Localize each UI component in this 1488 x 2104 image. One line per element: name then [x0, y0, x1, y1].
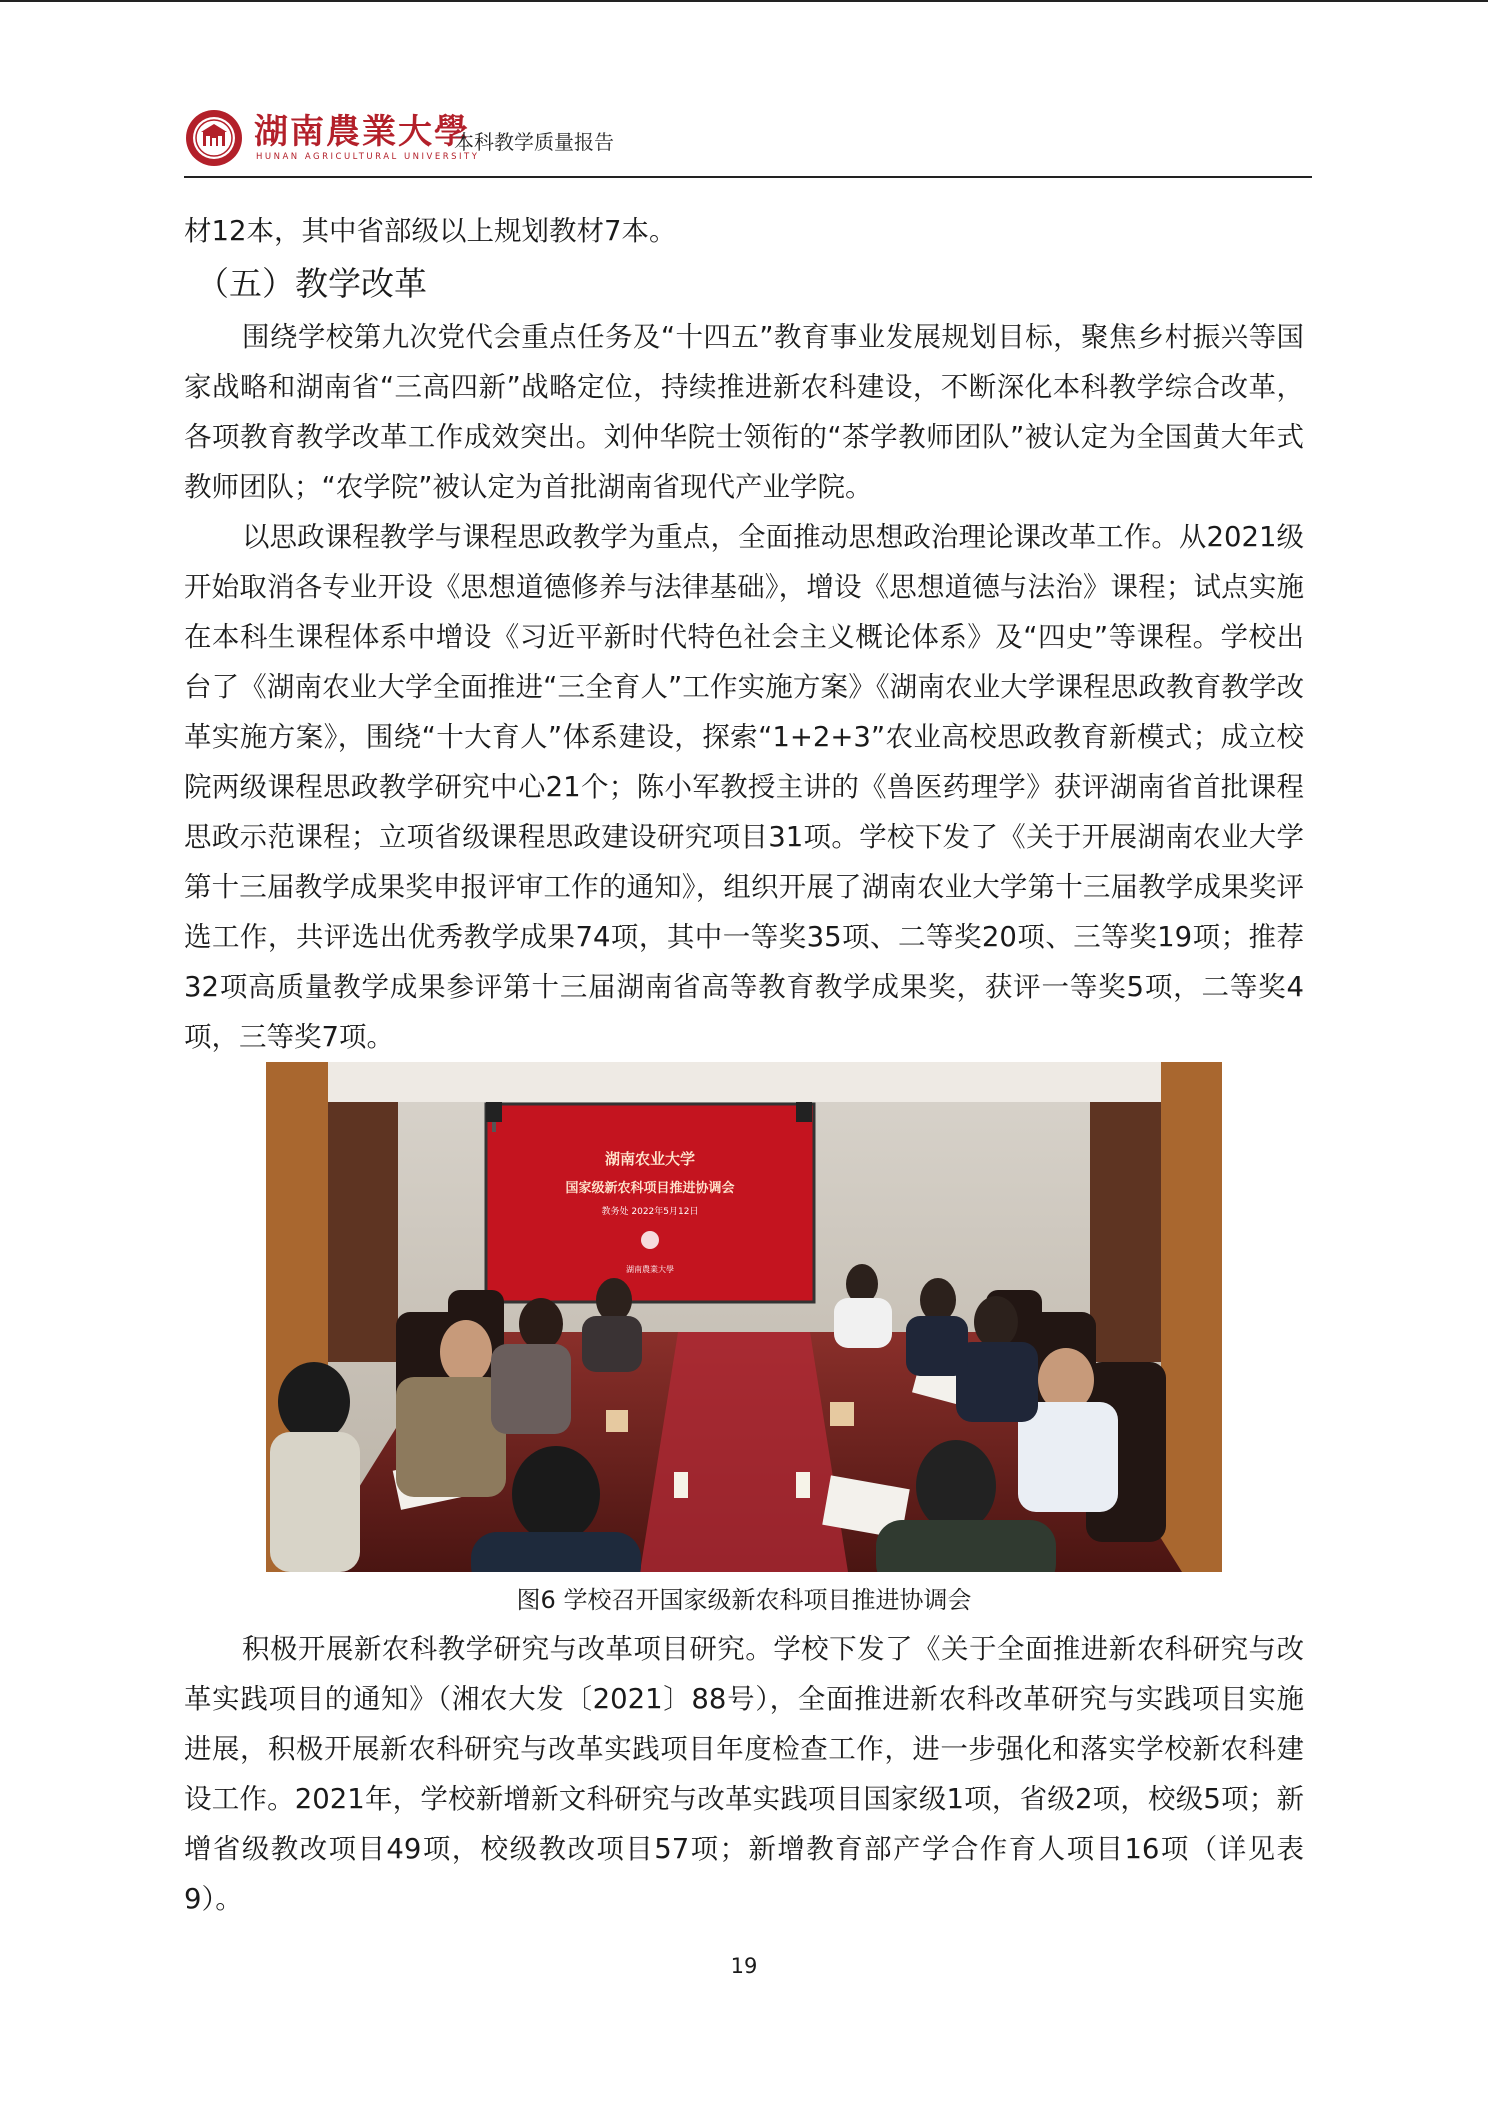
page-content — [184, 206, 1304, 1924]
report-title: 本科教学质量报告 — [454, 130, 614, 154]
screen-date-line: 教务处 2022年5月12日 — [601, 1207, 699, 1217]
paragraph-1: 围绕学校第九次党代会重点任务及“十四五”教育事业发展规划目标，聚焦乡村振兴等国家战略和湖南省“三高四新”战略定位，持续推进新农科建设，不断深化本科教学综合改革，各项教育教学改革工作成效突出。刘仲华院士领衔的“茶学教师团队”被认定为全国黄大年式教师团队；“农学院”被认定为首批湖南省现代产业学院。 — [184, 321, 1304, 503]
screen-subtitle-line: 国家级新农科项目推进协调会 — [565, 1181, 735, 1196]
school-name-english: HUNAN AGRICULTURAL UNIVERSITY — [256, 152, 480, 162]
page-header — [184, 104, 1312, 178]
screen-emblem-icon — [641, 1231, 659, 1249]
figure-caption: 图6 学校召开国家级新农科项目推进协调会 — [516, 1586, 972, 1614]
screen-footer-line: 湖南農業大學 — [626, 1265, 674, 1274]
school-name-logo: 湖南農業大學 — [254, 112, 470, 152]
page-top-border — [0, 0, 1488, 2]
paragraph-3: 积极开展新农科教学研究与改革项目研究。学校下发了《关于全面推进新农科研究与改革实践项目的通知》（湘农大发〔2021〕88号），全面推进新农科改革研究与实践项目实施进展，积极开展新农科研究与改革实践项目年度检查工作，进一步强化和落实学校新农科建设工作。2021年，学校新增新文科研究与改革实践项目国家级1项，省级2项，校级5项；新增省级教改项目49项，校级教改项目57项；新增教育部产学合作育人项目16项（详见表9）。 — [184, 1633, 1304, 1915]
section-heading: （五）教学改革 — [196, 264, 427, 303]
paragraph-2: 以思政课程教学与课程思政教学为重点，全面推动思想政治理论课改革工作。从2021级开始取消各专业开设《思想道德修养与法律基础》，增设《思想道德与法治》课程；试点实施在本科生课程体系中增设《习近平新时代特色社会主义概论体系》及“四史”等课程。学校出台了《湖南农业大学全面推进“三全育人”工作实施方案》《湖南农业大学课程思政教育教学改革实施方案》，围绕“十大育人”体系建设，探索“1+2+3”农业高校思政教育新模式；成立校院两级课程思政教学研究中心21个；陈小军教授主讲的《兽医药理学》获评湖南省首批课程思政示范课程；立项省级课程思政建设研究项目31项。学校下发了《关于开展湖南农业大学第十三届教学成果奖申报评审工作的通知》，组织开展了湖南农业大学第十三届教学成果奖评选工作，共评选出优秀教学成果74项，其中一等奖35项、二等奖20项、三等奖19项；推荐32项高质量教学成果参评第十三届湖南省高等教育教学成果奖，获评一等奖5项，二等奖4项，三等奖7项。 — [184, 521, 1304, 1053]
meeting-photo — [266, 1062, 1222, 1572]
page-number: 19 — [730, 1954, 758, 1978]
university-seal-icon — [184, 108, 244, 168]
screen-title-line: 湖南农业大学 — [604, 1150, 696, 1168]
continuation-paragraph: 材12本，其中省部级以上规划教材7本。 — [184, 215, 677, 247]
